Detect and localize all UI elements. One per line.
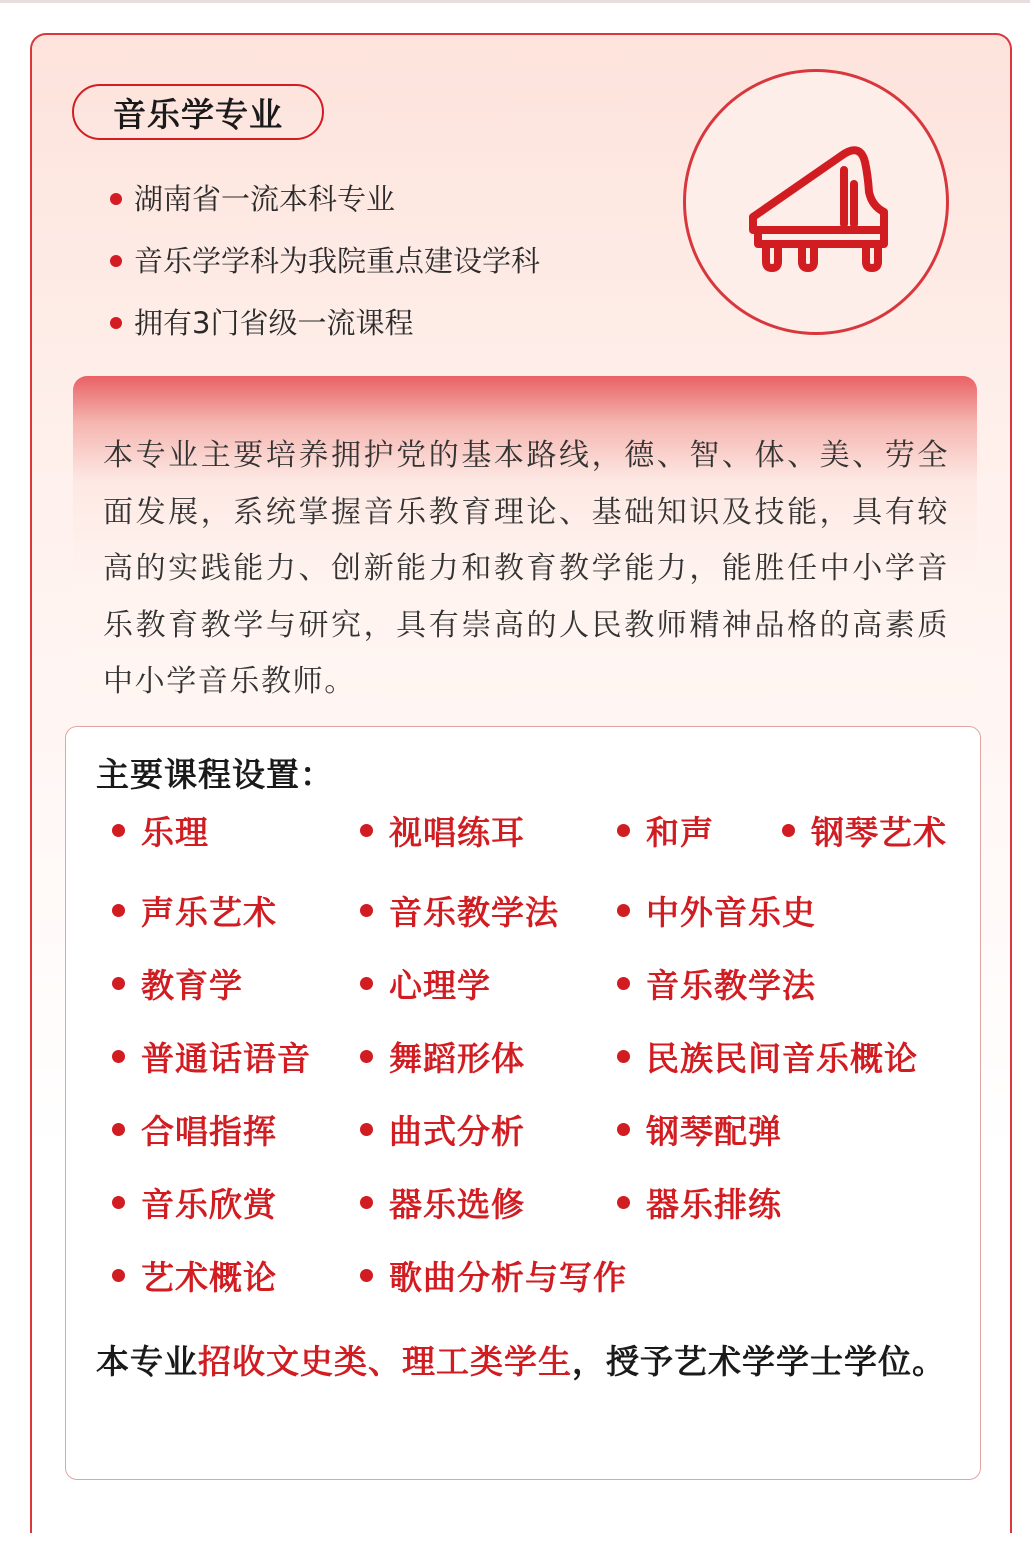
bullet-dot-icon (617, 1123, 630, 1136)
course-item (112, 1106, 277, 1153)
bullet-dot-icon (112, 1196, 125, 1209)
course-item (617, 887, 816, 934)
bullet-dot-icon (360, 977, 373, 990)
highlight-item (110, 168, 540, 230)
enroll-highlight: 招收文史类、理工类学生 (198, 1342, 572, 1381)
course-name: 音乐教学法 (646, 966, 816, 1005)
enrollment-note (96, 1339, 956, 1385)
course-name: 民族民间音乐概论 (646, 1039, 918, 1078)
course-name: 声乐艺术 (141, 893, 277, 932)
course-name: 和声 (646, 813, 714, 852)
highlight-item (110, 230, 540, 292)
course-item (360, 1252, 627, 1299)
bullet-dot-icon (112, 1123, 125, 1136)
enroll-prefix: 本专业 (96, 1342, 198, 1381)
course-name: 合唱指挥 (141, 1112, 277, 1151)
bullet-dot-icon (360, 1123, 373, 1136)
course-name: 器乐排练 (646, 1185, 782, 1224)
bullet-dot-icon (617, 1050, 630, 1063)
courses-title: 主要课程设置： (96, 755, 334, 794)
course-name: 视唱练耳 (389, 813, 525, 852)
bullet-dot-icon (110, 193, 122, 205)
bullet-dot-icon (360, 1050, 373, 1063)
highlight-list (110, 168, 540, 354)
bullet-dot-icon (360, 1269, 373, 1282)
course-item (112, 1033, 311, 1080)
course-item (782, 807, 947, 854)
course-item (112, 807, 209, 854)
course-name: 音乐教学法 (389, 893, 559, 932)
course-item (112, 1252, 277, 1299)
top-divider (0, 0, 1030, 3)
bullet-dot-icon (617, 904, 630, 917)
course-item (360, 960, 491, 1007)
course-name: 乐理 (141, 813, 209, 852)
intro-panel (73, 376, 977, 706)
intro-text: 本专业主要培养拥护党的基本路线，德、智、体、美、劳全面发展，系统掌握音乐教育理论、基础知识及技能，具有较高的实践能力、创新能力和教育教学能力，能胜任中小学音乐教育教学与研究，具有崇高的人民教师精神品格的高素质中小学音乐教师。 (103, 438, 949, 699)
course-item (617, 807, 714, 854)
course-name: 艺术概论 (141, 1258, 277, 1297)
bullet-dot-icon (112, 1269, 125, 1282)
bullet-dot-icon (360, 824, 373, 837)
course-item (617, 1033, 918, 1080)
bullet-dot-icon (112, 824, 125, 837)
bullet-dot-icon (112, 1050, 125, 1063)
bullet-dot-icon (360, 904, 373, 917)
course-item (360, 1179, 525, 1226)
course-name: 心理学 (389, 966, 491, 1005)
bullet-dot-icon (110, 317, 122, 329)
piano-badge (683, 69, 949, 335)
highlight-text: 拥有3门省级一流课程 (134, 306, 414, 340)
highlight-item (110, 292, 540, 354)
course-name: 钢琴艺术 (811, 813, 947, 852)
course-panel (65, 726, 981, 1480)
major-title: 音乐学专业 (72, 84, 324, 140)
bullet-dot-icon (617, 977, 630, 990)
course-name: 教育学 (141, 966, 243, 1005)
bullet-dot-icon (112, 904, 125, 917)
bullet-dot-icon (617, 1196, 630, 1209)
bullet-dot-icon (782, 824, 795, 837)
course-item (360, 1033, 525, 1080)
course-item (617, 1106, 782, 1153)
bullet-dot-icon (360, 1196, 373, 1209)
course-name: 器乐选修 (389, 1185, 525, 1224)
course-name: 中外音乐史 (646, 893, 816, 932)
course-item (360, 807, 525, 854)
course-item (360, 887, 559, 934)
highlight-text: 音乐学学科为我院重点建设学科 (134, 244, 541, 278)
enroll-suffix: ，授予艺术学学士学位。 (572, 1342, 946, 1381)
course-item (617, 960, 816, 1007)
course-item (112, 887, 277, 934)
course-name: 钢琴配弹 (646, 1112, 782, 1151)
bullet-dot-icon (110, 255, 122, 267)
highlight-text: 湖南省一流本科专业 (134, 182, 396, 216)
course-name: 普通话语音 (141, 1039, 311, 1078)
course-item (617, 1179, 782, 1226)
course-name: 音乐欣赏 (141, 1185, 277, 1224)
bullet-dot-icon (617, 824, 630, 837)
piano-icon (686, 72, 952, 338)
course-item (112, 1179, 277, 1226)
course-name: 舞蹈形体 (389, 1039, 525, 1078)
course-name: 歌曲分析与写作 (389, 1258, 627, 1297)
course-name: 曲式分析 (389, 1112, 525, 1151)
bullet-dot-icon (112, 977, 125, 990)
course-item (112, 960, 243, 1007)
course-item (360, 1106, 525, 1153)
